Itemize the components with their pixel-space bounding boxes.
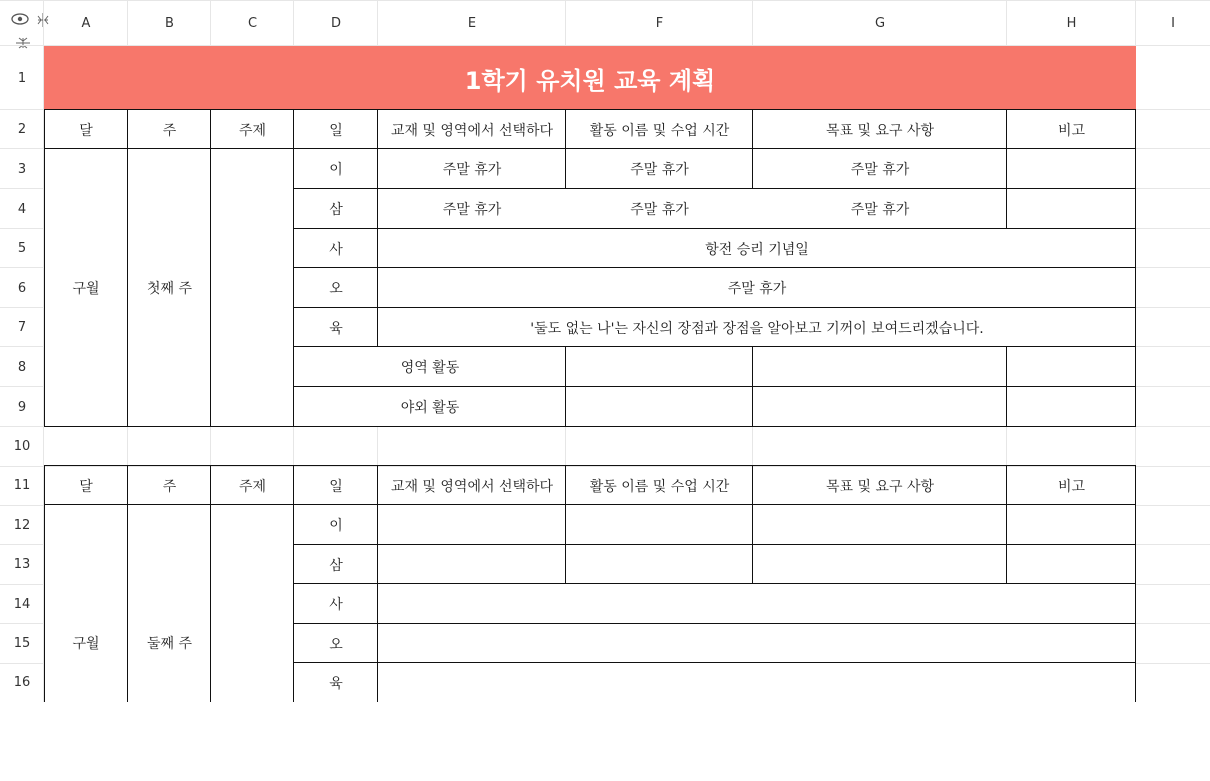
block1-cell[interactable]: 주말 휴가 bbox=[850, 162, 910, 178]
grid-line bbox=[210, 426, 211, 466]
block1-cell[interactable]: 주말 휴가 bbox=[442, 202, 502, 218]
table-border bbox=[293, 465, 294, 702]
grid-line bbox=[1136, 188, 1210, 189]
eye-icon[interactable] bbox=[11, 13, 29, 29]
table-border bbox=[44, 109, 1136, 110]
header-month[interactable]: 달 bbox=[79, 122, 93, 139]
grid-line bbox=[1006, 0, 1007, 46]
table-border bbox=[44, 109, 45, 427]
table-border bbox=[210, 109, 211, 427]
row-header-16[interactable]: 16 bbox=[13, 675, 31, 690]
table-border bbox=[1006, 346, 1007, 427]
header-activity[interactable]: 활동 이름 및 수업 시간 bbox=[589, 122, 730, 139]
row-header-6[interactable]: 6 bbox=[17, 280, 27, 296]
table-border bbox=[294, 228, 1136, 229]
grid-line bbox=[0, 228, 44, 229]
row-header-9[interactable]: 9 bbox=[17, 399, 27, 415]
table-border bbox=[377, 109, 378, 347]
table-border bbox=[44, 426, 1136, 427]
grid-line bbox=[1006, 426, 1007, 466]
grid-line bbox=[0, 584, 44, 585]
table-border bbox=[127, 109, 128, 427]
header-note[interactable]: 비고 bbox=[1057, 122, 1086, 139]
area-activity-cell[interactable]: 영역 활동 bbox=[400, 360, 460, 376]
table-border bbox=[44, 148, 1136, 149]
header-material[interactable]: 교재 및 영역에서 선택하다 bbox=[390, 122, 554, 139]
header-month[interactable]: 달 bbox=[79, 478, 93, 495]
table-border bbox=[44, 504, 1136, 505]
grid-line bbox=[0, 663, 44, 664]
table-border bbox=[294, 544, 1136, 545]
grid-line bbox=[565, 426, 566, 466]
grid-line bbox=[1136, 544, 1210, 545]
grid-line bbox=[1136, 267, 1210, 268]
block1-cell[interactable]: 주말 휴가 bbox=[630, 162, 689, 178]
grid-line bbox=[1136, 228, 1210, 229]
grid-line bbox=[0, 148, 44, 149]
table-border bbox=[565, 465, 566, 584]
grid-line bbox=[377, 426, 378, 466]
grid-line bbox=[0, 346, 44, 347]
grid-line bbox=[127, 426, 128, 466]
block1-day-cell[interactable]: 사 bbox=[329, 241, 343, 258]
grid-line bbox=[1136, 148, 1210, 149]
header-activity[interactable]: 활동 이름 및 수업 시간 bbox=[589, 478, 730, 495]
grid-line bbox=[752, 426, 753, 466]
block1-day-cell[interactable]: 이 bbox=[329, 162, 343, 178]
table-border bbox=[377, 465, 378, 702]
table-border bbox=[210, 465, 211, 702]
table-border bbox=[294, 346, 1136, 347]
grid-line bbox=[0, 623, 44, 624]
block1-month-cell[interactable]: 구월 bbox=[72, 281, 100, 297]
block2-day-cell[interactable]: 사 bbox=[329, 597, 343, 613]
header-theme[interactable]: 주제 bbox=[238, 478, 267, 495]
block1-cell[interactable]: 주말 휴가 bbox=[850, 202, 910, 218]
block1-week-cell[interactable]: 첫째 주 bbox=[146, 281, 193, 297]
header-day[interactable]: 일 bbox=[329, 122, 343, 139]
table-border bbox=[294, 188, 1136, 189]
table-border bbox=[293, 109, 294, 427]
row-header-15[interactable]: 15 bbox=[13, 636, 31, 651]
grid-line bbox=[1136, 505, 1210, 506]
header-theme[interactable]: 주제 bbox=[238, 122, 267, 139]
table-border bbox=[294, 662, 1136, 663]
row-header-1[interactable]: 1 bbox=[17, 70, 27, 86]
table-border bbox=[127, 465, 128, 702]
block1-merged-cell[interactable]: 항전 승리 기념일 bbox=[705, 241, 809, 258]
header-day[interactable]: 일 bbox=[329, 478, 343, 495]
grid-line bbox=[293, 0, 294, 46]
column-header-c[interactable]: C bbox=[247, 15, 258, 31]
table-border bbox=[565, 346, 566, 427]
block1-theme-cell[interactable] bbox=[211, 149, 294, 427]
row-header-5[interactable]: 5 bbox=[17, 241, 27, 256]
table-border bbox=[1135, 109, 1136, 427]
grid-line bbox=[565, 0, 566, 46]
block2-week-cell[interactable]: 둘째 주 bbox=[146, 636, 193, 652]
block2-month-cell[interactable]: 구월 bbox=[72, 636, 100, 652]
header-material[interactable]: 교재 및 영역에서 선택하다 bbox=[390, 478, 554, 495]
column-header-b[interactable]: B bbox=[165, 15, 174, 31]
row-header-13[interactable]: 13 bbox=[13, 557, 31, 572]
table-border bbox=[1135, 465, 1136, 702]
block1-cell[interactable]: 주말 휴가 bbox=[630, 202, 689, 218]
table-border bbox=[294, 307, 1136, 308]
table-border bbox=[44, 465, 1136, 466]
grid-line bbox=[1136, 386, 1210, 387]
grid-line bbox=[0, 188, 44, 189]
block1-cell[interactable]: 주말 휴가 bbox=[442, 162, 502, 178]
grid-line bbox=[1136, 663, 1210, 664]
grid-line bbox=[0, 544, 44, 545]
column-header-i[interactable]: I bbox=[1171, 15, 1175, 31]
grid-line bbox=[0, 386, 44, 387]
column-header-d[interactable]: D bbox=[330, 15, 341, 31]
grid-line bbox=[0, 0, 1210, 1]
row-header-2[interactable]: 2 bbox=[17, 122, 27, 137]
block1-merged-cell[interactable]: '둘도 없는 나'는 자신의 장점과 장점을 알아보고 기꺼이 보여드리겠습니다. bbox=[530, 320, 984, 337]
table-border bbox=[294, 386, 1136, 387]
grid-line bbox=[210, 0, 211, 46]
outdoor-activity-cell[interactable]: 야외 활동 bbox=[400, 400, 460, 416]
table-border bbox=[294, 267, 1136, 268]
header-week[interactable]: 주 bbox=[162, 122, 177, 139]
header-week[interactable]: 주 bbox=[162, 478, 177, 495]
header-note[interactable]: 비고 bbox=[1057, 478, 1086, 495]
grid-line bbox=[0, 109, 44, 110]
block1-merged-cell[interactable]: 주말 휴가 bbox=[727, 281, 787, 297]
grid-line bbox=[0, 307, 44, 308]
column-header-e[interactable]: E bbox=[467, 15, 477, 31]
row-header-7[interactable]: 7 bbox=[17, 320, 27, 335]
table-border bbox=[752, 109, 753, 189]
table-border bbox=[1006, 109, 1007, 229]
header-goal[interactable]: 목표 및 요구 사항 bbox=[825, 122, 935, 139]
block2-theme-cell[interactable] bbox=[211, 505, 294, 702]
table-border bbox=[752, 465, 753, 584]
row-header-8[interactable]: 8 bbox=[17, 359, 27, 375]
block1-day-cell[interactable]: 삼 bbox=[329, 202, 343, 218]
block2-day-cell[interactable]: 이 bbox=[329, 518, 343, 534]
row-header-4[interactable]: 4 bbox=[17, 201, 27, 217]
grid-line bbox=[1136, 109, 1210, 110]
grid-line bbox=[1136, 307, 1210, 308]
row-header-10[interactable]: 10 bbox=[13, 439, 31, 454]
sheet-title[interactable]: 1학기 유치원 교육 계획 bbox=[44, 46, 1136, 110]
table-border bbox=[294, 623, 1136, 624]
grid-line bbox=[0, 505, 44, 506]
grid-line bbox=[0, 267, 44, 268]
column-header-f[interactable]: F bbox=[655, 15, 664, 31]
block2-day-cell[interactable]: 육 bbox=[329, 675, 343, 692]
grid-line bbox=[1136, 584, 1210, 585]
row-header-14[interactable]: 14 bbox=[13, 596, 31, 612]
table-border bbox=[1006, 465, 1007, 584]
block2-day-cell[interactable]: 오 bbox=[329, 636, 343, 653]
column-header-h[interactable]: H bbox=[1066, 15, 1077, 31]
block1-day-cell[interactable]: 오 bbox=[329, 281, 343, 297]
table-border bbox=[752, 346, 753, 427]
row-header-11[interactable]: 11 bbox=[13, 478, 31, 493]
grid-line bbox=[127, 0, 128, 46]
block1-day-cell[interactable]: 육 bbox=[329, 320, 343, 337]
row-header-12[interactable]: 12 bbox=[13, 517, 31, 533]
grid-line bbox=[1136, 346, 1210, 347]
column-header-a[interactable]: A bbox=[81, 15, 91, 31]
table-border bbox=[294, 583, 1136, 584]
grid-line bbox=[752, 0, 753, 46]
block2-day-cell[interactable]: 삼 bbox=[329, 557, 343, 574]
grid-line bbox=[1136, 623, 1210, 624]
grid-line bbox=[377, 0, 378, 46]
table-border bbox=[565, 109, 566, 189]
grid-line bbox=[293, 426, 294, 466]
row-header-3[interactable]: 3 bbox=[17, 161, 27, 177]
table-border bbox=[44, 465, 45, 702]
header-goal[interactable]: 목표 및 요구 사항 bbox=[825, 478, 935, 495]
column-header-g[interactable]: G bbox=[874, 15, 886, 31]
